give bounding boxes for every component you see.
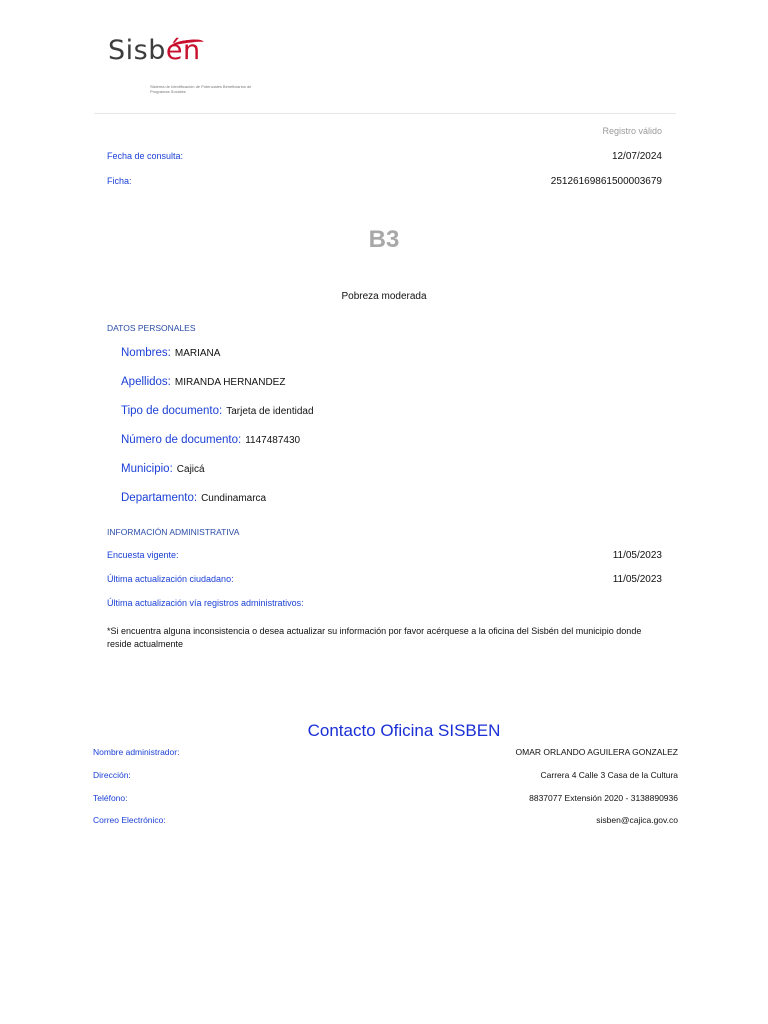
fecha-consulta-row: [107, 151, 662, 165]
field-departamento: [121, 492, 266, 504]
sisben-logo: [108, 35, 252, 100]
contact-email-value[interactable]: sisben@cajica.gov.co: [596, 815, 678, 825]
contact-email-label: Correo Electrónico:: [93, 815, 166, 825]
field-tipo-documento: [121, 405, 314, 417]
contact-address-value: Carrera 4 Calle 3 Casa de la Cultura: [540, 770, 678, 780]
encuesta-vigente-row: [107, 550, 662, 564]
logo-wordmark: Sisbén: [108, 35, 201, 66]
field-label: Número de documento:: [121, 434, 242, 446]
field-value: 1147487430: [245, 435, 301, 446]
field-label: Tipo de documento:: [121, 405, 223, 417]
actualizacion-ciudadano-row: [107, 574, 662, 588]
field-value: Tarjeta de identidad: [226, 406, 314, 417]
field-label: Nombres:: [121, 347, 171, 359]
inconsistency-note: *Si encuentra alguna inconsistencia o desea actualizar su información por favor acérquese a la oficina del Sisbén del municipio donde reside actualmente: [107, 626, 642, 649]
group-description: Pobreza moderada: [341, 291, 427, 302]
sisben-group: B3: [368, 226, 400, 253]
ficha-label: Ficha:: [107, 176, 132, 186]
field-label: Municipio:: [121, 463, 173, 475]
contact-admin-label: Nombre administrador:: [93, 747, 180, 757]
field-label: Apellidos:: [121, 376, 171, 388]
logo-subtitle: Sistema de Identificación de Potenciales Beneficiarios de Programas Sociales: [150, 84, 252, 94]
contact-admin-row: [93, 747, 678, 761]
contact-address-row: [93, 770, 678, 784]
admin-section-title: INFORMACIÓN ADMINISTRATIVA: [107, 527, 240, 537]
contact-admin-value: OMAR ORLANDO AGUILERA GONZALEZ: [515, 747, 678, 757]
actualizacion-registros-row: [107, 598, 662, 612]
field-label: Departamento:: [121, 492, 198, 504]
header-divider: [94, 113, 676, 114]
fecha-consulta-value: 12/07/2024: [611, 151, 662, 162]
contact-address-label: Dirección:: [93, 770, 131, 780]
contact-phone-row: [93, 793, 678, 807]
encuesta-vigente-value: 11/05/2023: [612, 550, 662, 561]
fecha-consulta-label: Fecha de consulta:: [107, 151, 184, 161]
field-apellidos: [121, 376, 285, 388]
field-nombres: [121, 347, 220, 359]
field-value: MIRANDA HERNANDEZ: [174, 377, 286, 388]
encuesta-vigente-label: Encuesta vigente:: [107, 550, 179, 560]
field-value: Cundinamarca: [201, 493, 267, 504]
ficha-value: 25126169861500003679: [550, 176, 662, 187]
contact-email-row: [93, 815, 678, 829]
field-value: MARIANA: [174, 348, 221, 359]
field-numero-documento: [121, 434, 300, 446]
status-text: Registro válido: [602, 126, 662, 136]
contact-title: Contacto Oficina SISBEN: [307, 721, 501, 740]
contact-phone-label: Teléfono:: [93, 793, 128, 803]
actualizacion-ciudadano-label: Última actualización ciudadano:: [107, 574, 234, 584]
ficha-row: [107, 176, 662, 190]
personal-section-title: DATOS PERSONALES: [107, 323, 196, 333]
actualizacion-registros-label: Última actualización vía registros administrativos:: [107, 598, 304, 608]
field-municipio: [121, 463, 205, 475]
actualizacion-ciudadano-value: 11/05/2023: [612, 574, 662, 585]
contact-phone-value: 8837077 Extensión 2020 - 3138890936: [529, 793, 678, 803]
field-value: Cajicá: [176, 464, 205, 475]
